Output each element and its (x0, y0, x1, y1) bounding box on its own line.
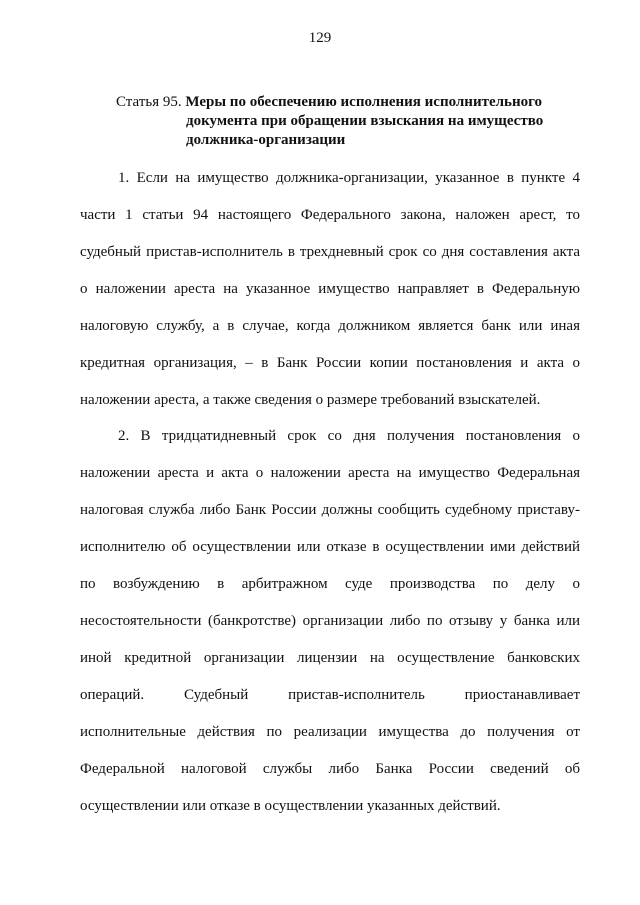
article-header (116, 93, 596, 150)
paragraph-1: 1. Если на имущество должника-организации, указанное в пункте 4 части 1 статьи 94 настоящего Федерального закона, наложен арест, то судебный пристав-исполнитель в трехдневный срок со дня составления акта о наложении ареста на указанное имущество направляет в Федеральную налоговую службу, а в случае, когда должником является банк или иная кредитная организация, – в Банк России копии постановления и акта о наложении ареста, а также сведения о размере требований взыскателей. (80, 170, 580, 408)
paragraph-2: 2. В тридцатидневный срок со дня получения постановления о наложении ареста и акта о наложении ареста на имущество Федеральная налоговая служба либо Банк России должны сообщить судебному приставу-исполнителю об осуществлении или отказе в осуществлении ими действий по возбуждению в арбитражном суде производства по делу о несостоятельности (банкротстве) организации либо по отзыву у банка или иной кредитной организации лицензии на осуществление банковских операций. Судебный пристав-исполнитель приостанавливает исполнительные действия по реализации имущества до получения от Федеральной налоговой службы либо Банка России сведений об осуществлении или отказе в осуществлении указанных действий. (80, 428, 580, 814)
page-number: 129 (308, 30, 332, 46)
article-title-line-3: должника-организации (186, 132, 346, 148)
article-title-line-2: документа при обращении взыскания на имущество (186, 113, 544, 129)
article-label: Статья 95. (116, 94, 182, 110)
article-title-line-1: Меры по обеспечению исполнения исполнительного (185, 94, 543, 110)
